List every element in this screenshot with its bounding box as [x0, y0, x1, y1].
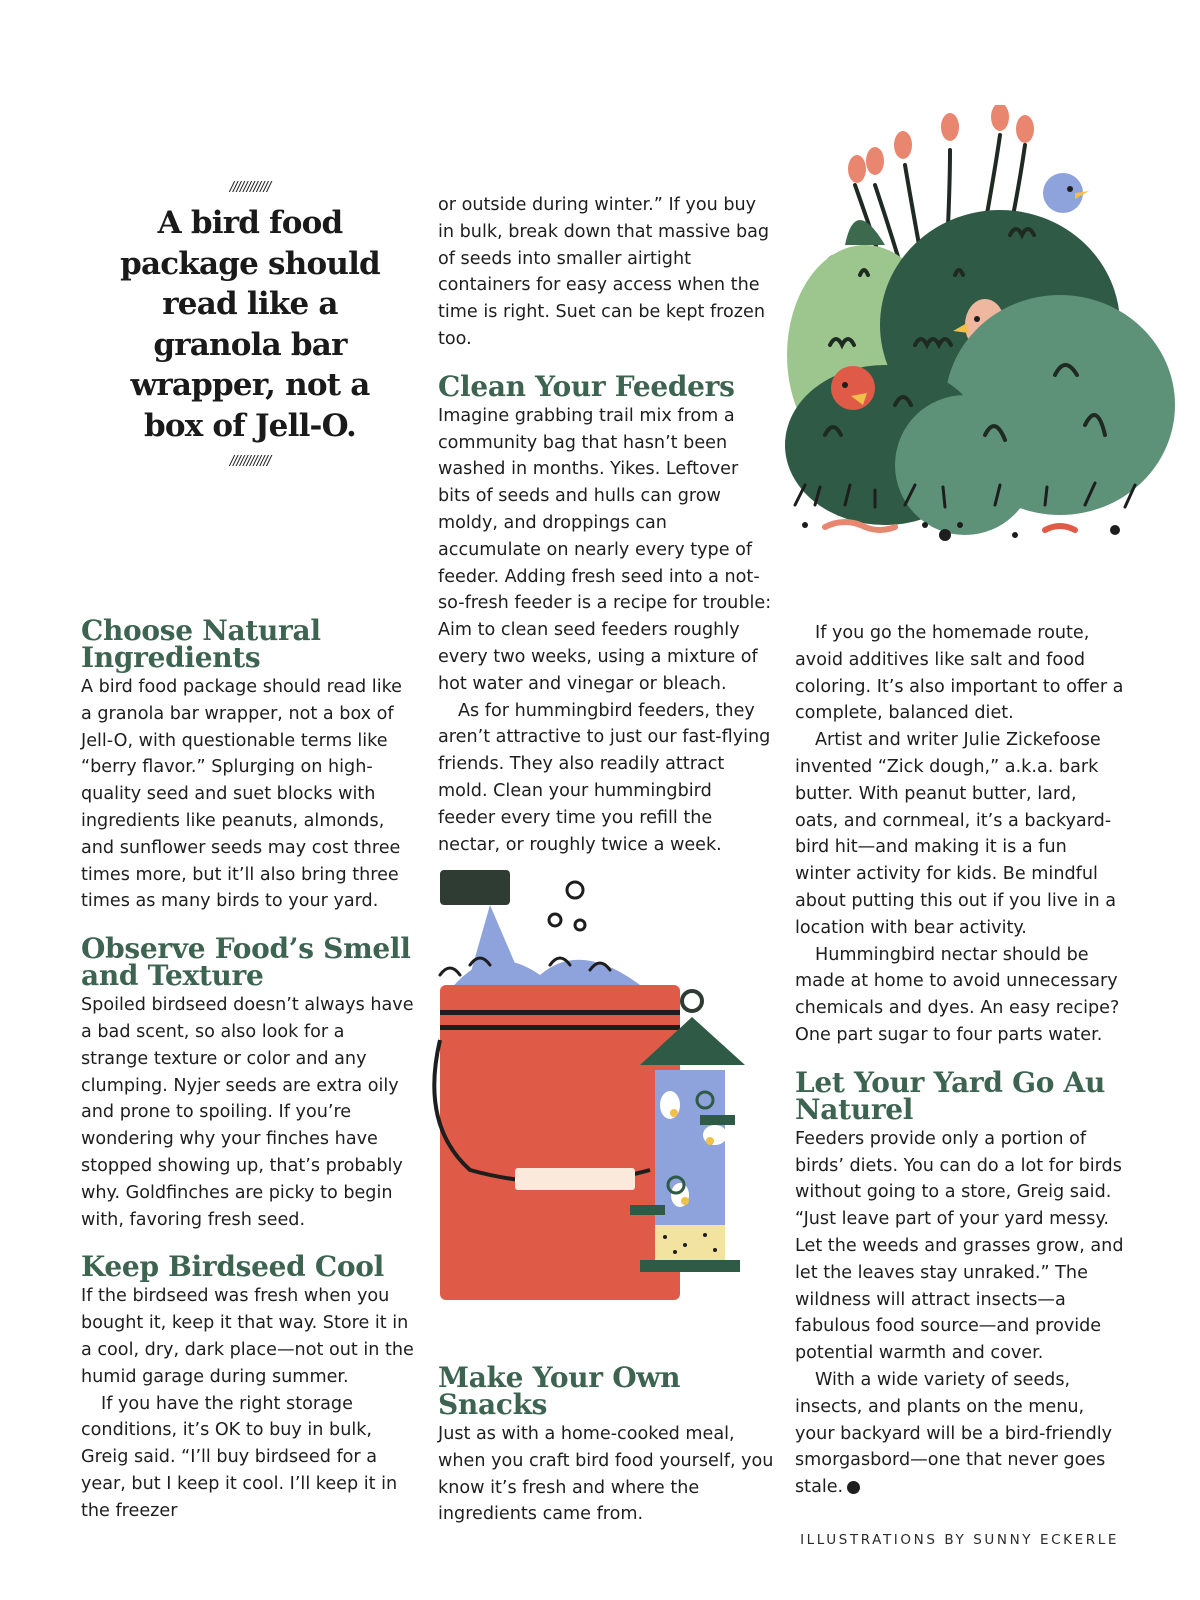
heading-clean-your-feeders: Clean Your Feeders [438, 369, 735, 403]
snacks-paragraph-4: Hummingbird nectar should be made at home to avoid unnecessary chemicals and dyes. An easy recipe? One part sugar to four parts water. [795, 944, 1120, 1045]
birds-in-bushes-illustration [785, 105, 1180, 570]
left-column [81, 614, 416, 1525]
snacks-paragraph-2: If you go the homemade route, avoid additives like salt and food coloring. It’s also important to offer a complete, balanced diet. [795, 623, 1124, 724]
clean-paragraph-1: Imagine grabbing trail mix from a community bag that hasn’t been washed in months. Yikes. Leftover bits of seeds and hulls can grow moldy, and droppings can accumulate on nearly every type of feeder. Adding fresh seed into a not-so-fresh feeder is a recipe for trouble: Aim to clean seed feeders roughly every two weeks, using a mixture of hot water and vinegar or bleach. [438, 405, 772, 694]
heading-let-your-yard-go: Let Your Yard Go Au Naturel [795, 1065, 1106, 1126]
section-yard [795, 1065, 1125, 1501]
pull-quote [100, 180, 400, 469]
bucket-and-feeder-illustration [430, 865, 775, 1320]
snacks-paragraph-3: Artist and writer Julie Zickefoose invented “Zick dough,” a.k.a. bark butter. With peanut butter, lard, oats, and cornmeal, it’s a backyard-bird hit—and making it is a fun winter activity for kids. Be mindful about putting this out if you live in a location with bear activity. [795, 730, 1116, 938]
pull-quote-ornament-top: //////////// [229, 180, 271, 195]
right-column [795, 620, 1125, 1501]
yard-paragraph-1: Feeders provide only a portion of birds’ diets. You can do a lot for birds without going to a store, Greig said. “Just leave part of your yard messy. Let the weeds and grasses grow, and let the leaves stay unraked.” The wildness will attract insects—a fabulous food source—and provide potential warmth and cover. [795, 1128, 1124, 1364]
section-observe [81, 932, 416, 1233]
pull-quote-text: A bird food package should read like a granola bar wrapper, not a box of Jell-O. [120, 205, 380, 444]
cool-paragraph-2-start: If you have the right storage conditions, it’s OK to buy in bulk, Greig said. “I’ll buy birdseed for a year, but I keep it cool. I’ll keep it in the freezer [81, 1393, 398, 1521]
section-cool [81, 1250, 416, 1524]
heading-make-your-own-snacks: Make Your Own Snacks [438, 1361, 681, 1421]
snacks-paragraph-1: Just as with a home-cooked meal, when you craft bird food yourself, you know it’s fresh and where the ingredients came from. [438, 1424, 774, 1525]
heading-choose-natural-ingredients: Choose Natural Ingredients [81, 614, 321, 674]
middle-column-top [438, 192, 774, 858]
observe-paragraph: Spoiled birdseed doesn’t always have a bad scent, so also look for a strange texture or color and any clumping. Nyjer seeds are extra oily and prone to spoiling. If you’re wondering why your finches have stopped showing up, that’s probably why. Goldfinches are picky to begin with, favoring fresh seed. [81, 995, 414, 1230]
section-clean [438, 369, 774, 859]
heading-observe-smell-texture: Observe Food’s Smell and Texture [81, 932, 411, 993]
illustration-credit: ILLUSTRATIONS BY SUNNY ECKERLE [800, 1532, 1119, 1548]
choose-paragraph: A bird food package should read like a granola bar wrapper, not a box of Jell-O, with questionable terms like “berry flavor.” Splurging on high-quality seed and suet blocks with ingredients like peanuts, almonds, and sunflower seeds may cost three times more, but it’ll also bring three times as many birds to your yard. [81, 677, 402, 912]
pull-quote-ornament-bottom: //////////// [229, 454, 271, 469]
middle-column-bottom [438, 1361, 774, 1528]
section-choose [81, 614, 416, 915]
cool-paragraph-2-continued: or outside during winter.” If you buy in bulk, break down that massive bag of seeds into smaller airtight containers for easy access when the time is right. Suet can be kept frozen too. [438, 195, 770, 349]
yard-paragraph-2 [795, 1367, 1125, 1501]
cool-paragraph-1: If the birdseed was fresh when you bought it, keep it that way. Store it in a cool, dry, dark place—not out in the humid garage during summer. [81, 1286, 414, 1387]
end-mark-icon [847, 1481, 860, 1494]
heading-keep-birdseed-cool: Keep Birdseed Cool [81, 1250, 384, 1284]
clean-paragraph-2: As for hummingbird feeders, they aren’t attractive to just our fast-flying friends. They also readily attract mold. Clean your hummingbird feeder every time you refill the nectar, or roughly twice a week. [438, 700, 771, 855]
yard-paragraph-2-text: With a wide variety of seeds, insects, and plants on the menu, your backyard will be a bird-friendly smorgasbord—one that never goes stale. [795, 1369, 1113, 1498]
